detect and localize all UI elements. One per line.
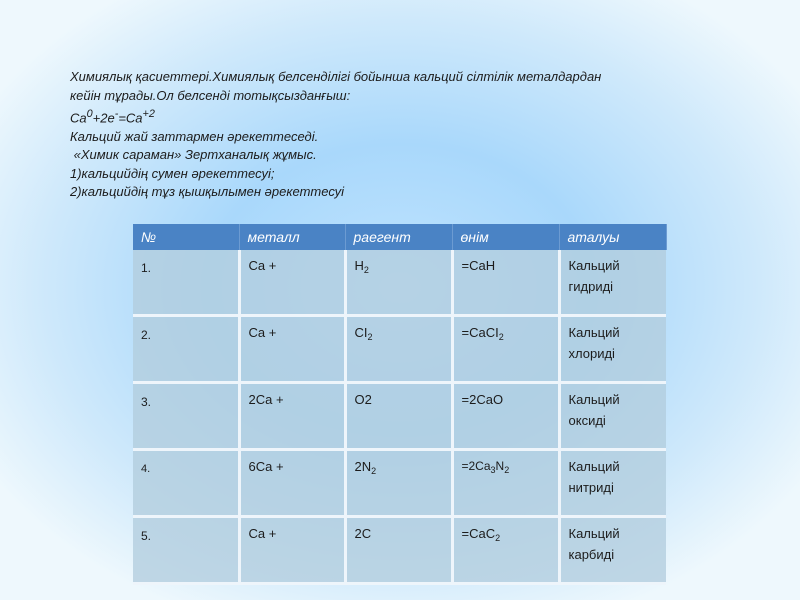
row-number: 2. xyxy=(133,316,239,383)
header-name: аталуы xyxy=(559,224,666,250)
row-metal: Ca + xyxy=(239,517,345,584)
table-row xyxy=(133,316,666,383)
equation-electrons: +2e xyxy=(92,110,115,126)
row-compound-name: Кальций нитриді xyxy=(559,450,666,517)
row-reagent: O2 xyxy=(345,383,452,450)
row-compound-name: Кальций карбиді xyxy=(559,517,666,584)
row-metal: Ca + xyxy=(239,316,345,383)
intro-line-4: Кальций жай заттармен әрекеттеседі. xyxy=(70,128,319,144)
equation-oxidation-2: +2 xyxy=(142,108,155,120)
equation-result: =Ca xyxy=(118,110,143,126)
row-reagent: 2C xyxy=(345,517,452,584)
table-row xyxy=(133,517,666,584)
intro-line-2: кейін тұрады.Ол белсенді тотықсызданғыш: xyxy=(70,87,351,103)
row-product: $=2Ca_3N_2$ xyxy=(452,450,559,517)
table-row xyxy=(133,383,666,450)
row-metal: Ca + xyxy=(239,250,345,316)
row-product: =2CaO xyxy=(452,383,559,450)
row-product: =CaH xyxy=(452,250,559,316)
equation-oxidation-0: 0 xyxy=(86,108,93,120)
row-reagent: $2N_2$ xyxy=(345,450,452,517)
equation-electron-charge: - xyxy=(114,108,119,120)
table-row xyxy=(133,250,666,316)
row-compound-name: Кальций гидриді xyxy=(559,250,666,316)
row-number: 1. xyxy=(133,250,239,316)
intro-line-1: Химиялық қасиеттері.Химиялық белсенділігі бойынша кальций сілтілік металдардан xyxy=(70,69,602,84)
reactions-table xyxy=(133,224,667,585)
row-product: =CaC$_2$ xyxy=(452,517,559,584)
header-number: № xyxy=(133,224,239,250)
row-metal: 2Ca + xyxy=(239,383,345,450)
table-header-row xyxy=(133,224,666,250)
row-number: 5. xyxy=(133,517,239,584)
intro-line-6: 1)кальцийдің сумен әрекеттесуі; xyxy=(70,165,275,181)
intro-line-3-equation xyxy=(70,105,730,128)
intro-line-7: 2)кальцийдің тұз қышқылымен әрекеттесуі xyxy=(70,184,345,200)
header-product: өнім xyxy=(452,224,559,250)
row-metal: 6Ca + xyxy=(239,450,345,517)
table-row xyxy=(133,450,666,517)
intro-text xyxy=(70,68,730,202)
row-reagent: $H_2$ xyxy=(345,250,452,316)
row-number: 4. xyxy=(133,450,239,517)
row-product: =CaCI$_2$ xyxy=(452,316,559,383)
row-number: 3. xyxy=(133,383,239,450)
row-compound-name: Кальций хлориді xyxy=(559,316,666,383)
intro-line-5: «Химик сараман» Зертханалық жұмыс. xyxy=(70,147,317,163)
row-reagent: $CI_2$ xyxy=(345,316,452,383)
header-reagent: раегент xyxy=(345,224,452,250)
header-metal: металл xyxy=(239,224,345,250)
row-compound-name: Кальций оксиді xyxy=(559,383,666,450)
equation-ca: Ca xyxy=(70,110,87,126)
